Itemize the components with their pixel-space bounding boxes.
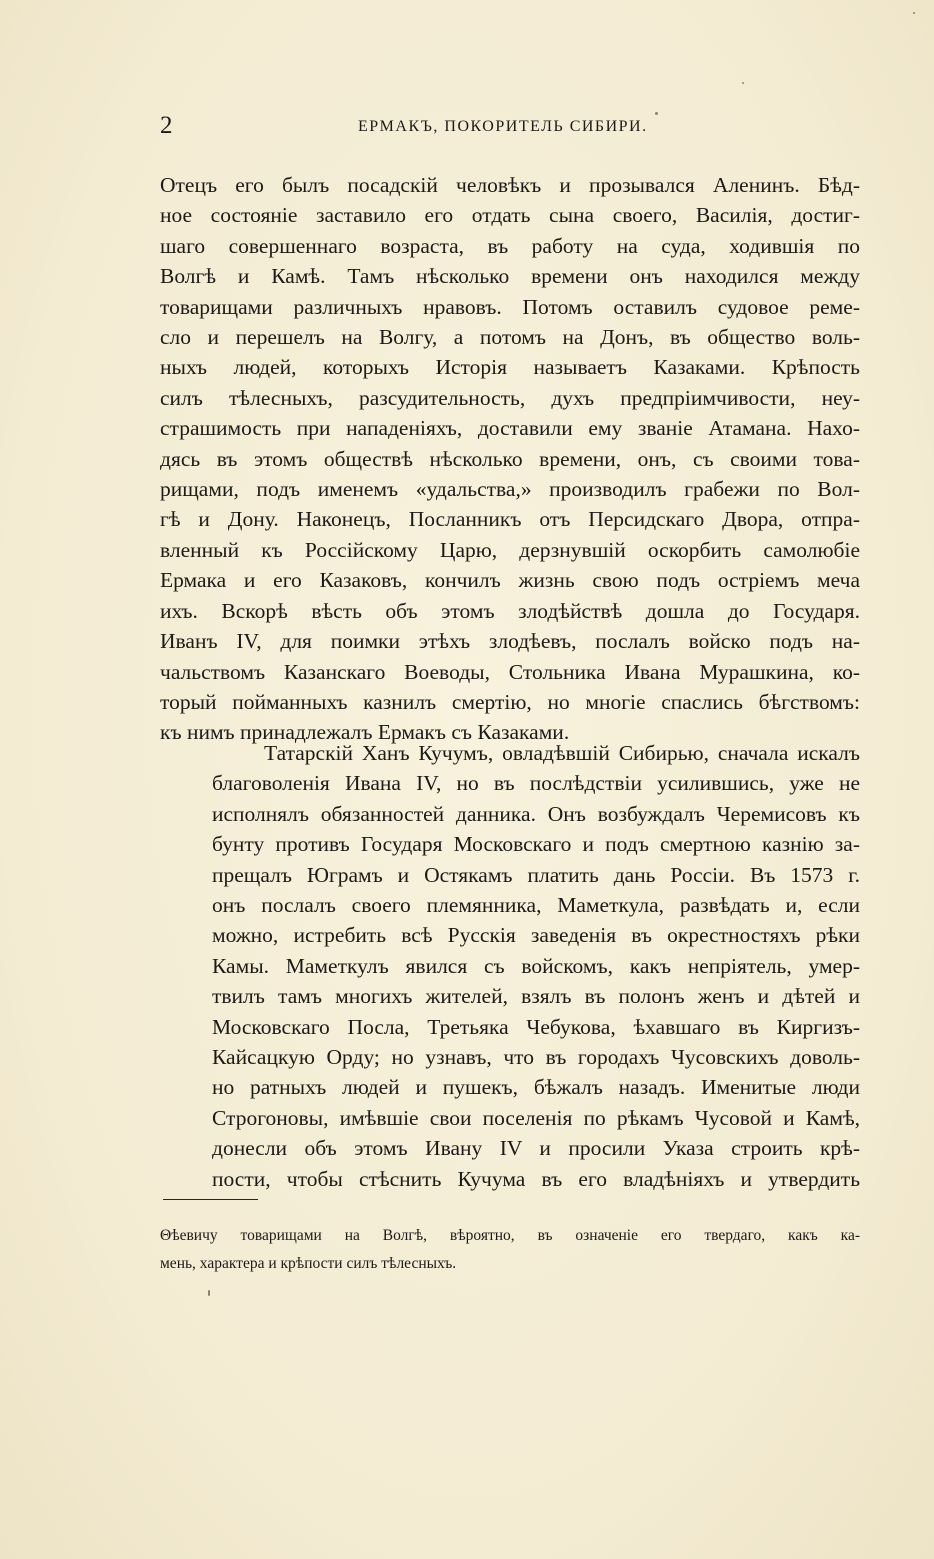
text-line: Отецъ его былъ посадскій человѣкъ и прозывался Аленинъ. Бѣд- bbox=[160, 173, 860, 197]
text-line: твилъ тамъ многихъ жителей, взялъ въ полонъ женъ и дѣтей и bbox=[212, 984, 860, 1009]
running-title: ЕРМАКЪ, ПОКОРИТЕЛЬ СИБИРИ. bbox=[358, 118, 648, 135]
text-line: товарищами различныхъ нравовъ. Потомъ оставилъ судовое реме- bbox=[160, 294, 860, 319]
text-line: дясь въ этомъ обществѣ нѣсколько времени, онъ, съ своими това- bbox=[160, 446, 860, 471]
text-line: торый пойманныхъ казнилъ смертію, но многіе спаслись бѣгствомъ: bbox=[160, 689, 860, 714]
text-line: прещалъ Юграмъ и Остякамъ платить дань Россіи. Въ 1573 г. bbox=[212, 862, 860, 887]
text-line: но ратныхъ людей и пушекъ, бѣжалъ назадъ. Именитые люди bbox=[212, 1075, 860, 1100]
text-line: гѣ и Дону. Наконецъ, Посланникъ отъ Персидскаго Двора, отпра- bbox=[160, 507, 860, 532]
text-line: Кайсацкую Орду; но узнавъ, что въ городахъ Чусовскихъ доволь- bbox=[212, 1045, 860, 1070]
text-line: Камы. Маметкулъ явился съ войскомъ, какъ непріятель, умер- bbox=[212, 953, 860, 978]
text-line: Волгѣ и Камѣ. Тамъ нѣсколько времени онъ находился между bbox=[160, 264, 860, 289]
paragraph-2 bbox=[160, 738, 860, 1194]
text-line: ное состояніе заставило его отдать сына своего, Василія, достиг- bbox=[160, 203, 860, 228]
text-line: шаго совершеннаго возраста, въ работу на суда, ходившія по bbox=[160, 233, 860, 258]
footnote-line: Θѣевичу товарищами на Волгѣ, вѣроятно, въ означеніе его твердаго, какъ ка- bbox=[160, 1227, 860, 1244]
text-line: вленный къ Россійскому Царю, дерзнувшій оскорбить самолюбіе bbox=[160, 537, 860, 562]
text-line: ихъ. Вскорѣ вѣсть объ этомъ злодѣйствѣ дошла до Государя. bbox=[160, 598, 860, 623]
text-line: можно, истребить всѣ Русскія заведенія въ окрестностяхъ рѣки bbox=[212, 923, 860, 948]
text-line: ныхъ людей, которыхъ Исторія называетъ Казаками. Крѣпость bbox=[160, 355, 860, 380]
text-line: пости, чтобы стѣснить Кучума въ его владѣніяхъ и утвердить bbox=[212, 1166, 860, 1191]
text-line: Московскаго Посла, Третьяка Чебукова, ѣхавшаго въ Киргизъ- bbox=[212, 1014, 860, 1039]
text-line: сло и перешелъ на Волгу, а потомъ на Донъ, въ общество воль- bbox=[160, 325, 860, 350]
text-line: благоволенія Ивана IV, но въ послѣдствіи усилившись, уже не bbox=[212, 771, 860, 796]
text-line: исполнялъ обязанностей данника. Онъ возбуждалъ Черемисовъ къ bbox=[212, 801, 860, 826]
footnote-divider bbox=[163, 1199, 258, 1200]
text-line: рищами, подъ именемъ «удальства,» производилъ грабежи по Вол- bbox=[160, 477, 860, 502]
running-head bbox=[160, 112, 860, 142]
text-line: Ермака и его Казаковъ, кончилъ жизнь свою подъ остріемъ меча bbox=[160, 568, 860, 593]
text-line: онъ послалъ своего племянника, Маметкула, развѣдать и, если bbox=[212, 893, 860, 918]
text-line: донесли объ этомъ Ивану IV и просили Указа строить крѣ- bbox=[212, 1136, 860, 1161]
paper-speck bbox=[913, 12, 915, 14]
text-line: чальствомъ Казанскаго Воеводы, Стольника Ивана Мурашкина, ко- bbox=[160, 659, 860, 684]
paper-speck bbox=[655, 112, 658, 115]
text-line: Строгоновы, имѣвшіе свои поселенія по рѣкамъ Чусовой и Камѣ, bbox=[212, 1105, 860, 1130]
text-line: бунту противъ Государя Московскаго и подъ смертною казнію за- bbox=[212, 832, 860, 857]
paper-speck bbox=[742, 82, 744, 84]
paragraph-1 bbox=[160, 170, 860, 748]
page-number: 2 bbox=[160, 112, 173, 139]
paper-speck bbox=[208, 1290, 210, 1296]
text-line: Иванъ IV, для поимки этѣхъ злодѣевъ, послалъ войско подъ на- bbox=[160, 629, 860, 654]
text-line: Татарскій Ханъ Кучумъ, овладѣвшій Сибирью, сначала искалъ bbox=[264, 741, 860, 765]
footnote-line: мень, характера и крѣпости силъ тѣлесныхъ. bbox=[160, 1255, 457, 1272]
text-line: силъ тѣлесныхъ, разсудительность, духъ предпріимчивости, неу- bbox=[160, 385, 860, 410]
footnote bbox=[160, 1222, 860, 1278]
text-line: къ нимъ принадлежалъ Ермакъ съ Казаками. bbox=[160, 720, 570, 745]
text-line: страшимость при нападеніяхъ, доставили ему званіе Атамана. Нахо- bbox=[160, 416, 860, 441]
